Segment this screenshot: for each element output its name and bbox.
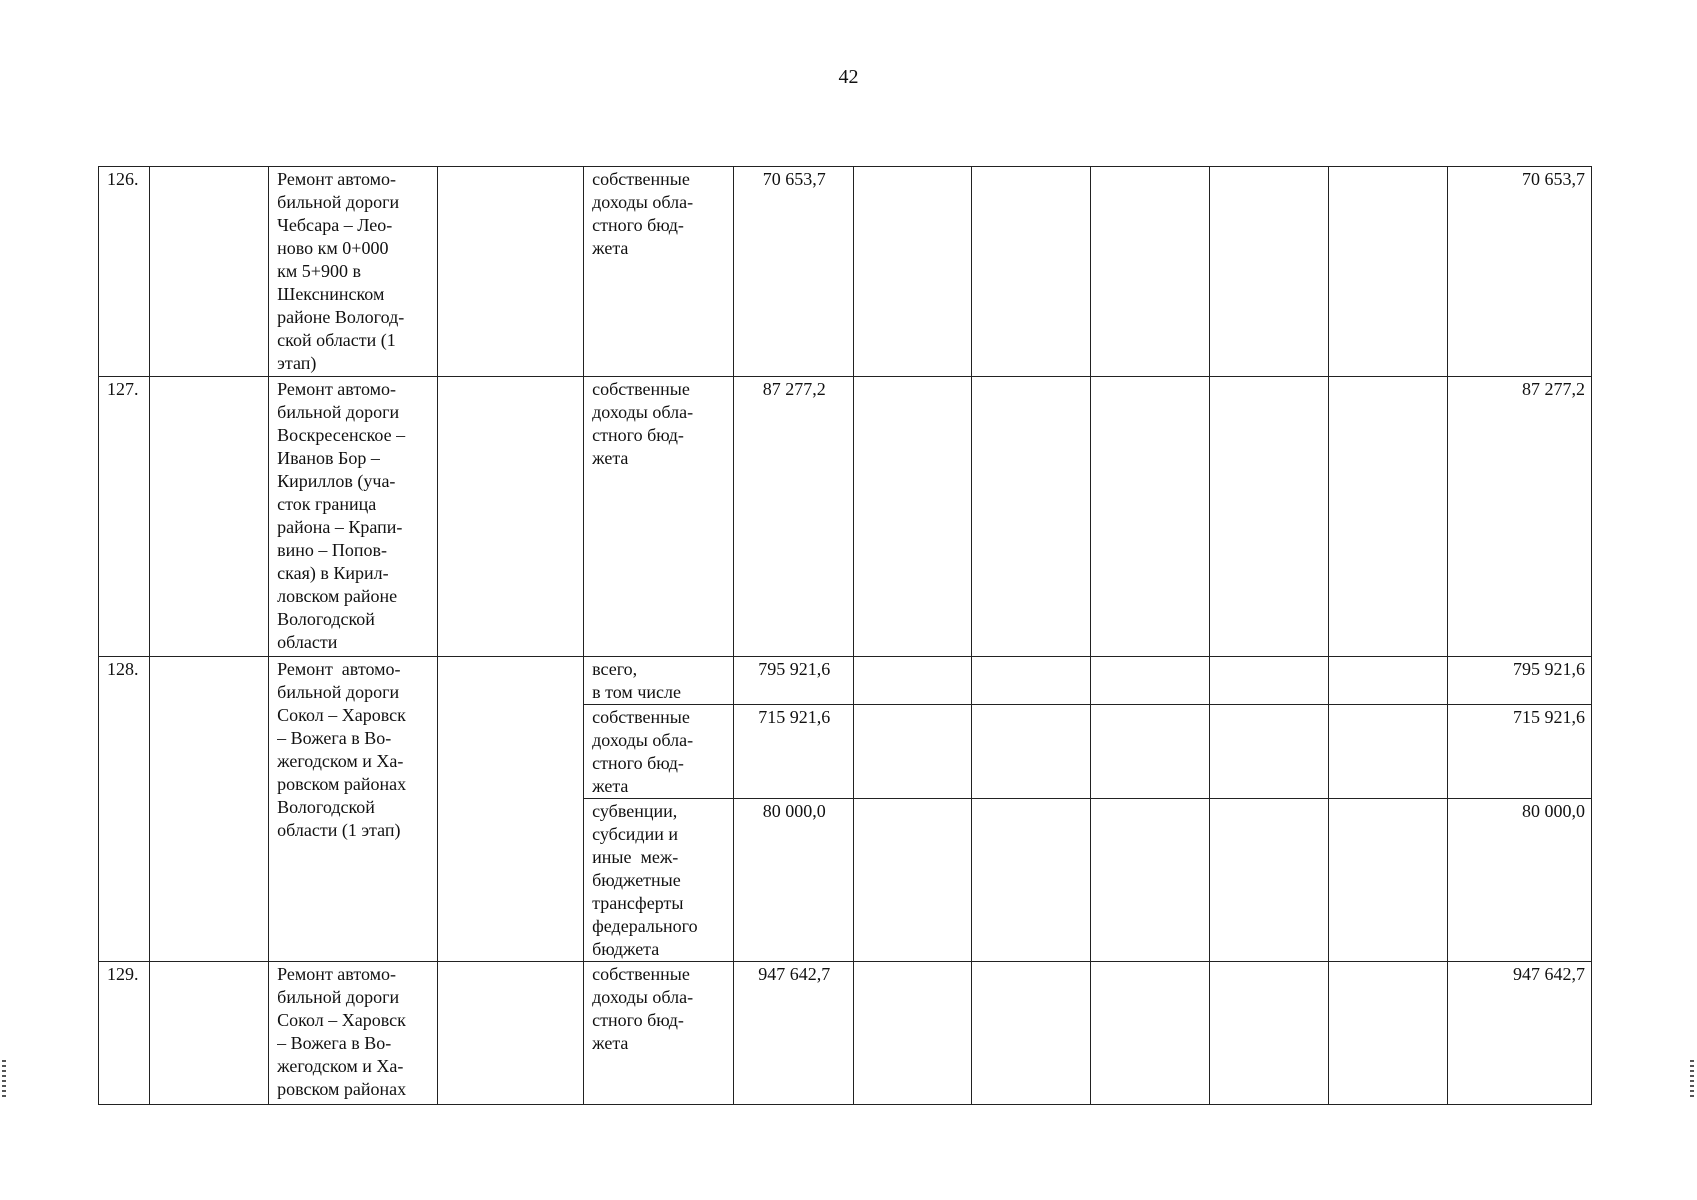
empty-cell xyxy=(1090,962,1210,1105)
empty-cell xyxy=(1328,167,1448,377)
total-cell: 715 921,6 xyxy=(1448,705,1592,799)
table-row xyxy=(99,377,1592,657)
empty-cell xyxy=(438,962,584,1105)
amount-cell: 947 642,7 xyxy=(734,962,854,1105)
empty-cell xyxy=(1328,657,1448,705)
amount-cell: 715 921,6 xyxy=(734,705,854,799)
empty-cell xyxy=(1090,167,1210,377)
table-row xyxy=(99,962,1592,1105)
page-number: 42 xyxy=(838,66,859,88)
empty-cell xyxy=(853,167,972,377)
total-cell: 70 653,7 xyxy=(1448,167,1592,377)
empty-cell xyxy=(1090,799,1210,962)
empty-cell xyxy=(1328,799,1448,962)
empty-cell xyxy=(972,657,1091,705)
empty-cell xyxy=(1210,705,1329,799)
row-number: 128. xyxy=(99,657,150,962)
project-name: Ремонт автомо- бильной дороги Сокол – Харовск – Вожега в Во- жегодском и Ха- ровском районах Вологодской области (1 этап) xyxy=(269,657,438,962)
empty-cell xyxy=(1328,377,1448,657)
amount-cell: 795 921,6 xyxy=(734,657,854,705)
empty-cell xyxy=(438,377,584,657)
empty-cell xyxy=(972,962,1091,1105)
funding-source: собственные доходы обла- стного бюд- жета xyxy=(584,962,734,1105)
project-name: Ремонт автомо- бильной дороги Чебсара – Лео- ново км 0+000 км 5+900 в Шекснинском районе Вологод- ской области (1 этап) xyxy=(269,167,438,377)
funding-source: всего, в том числе xyxy=(584,657,734,705)
empty-cell xyxy=(972,167,1091,377)
empty-cell xyxy=(1328,962,1448,1105)
funding-source: собственные доходы обла- стного бюд- жета xyxy=(584,705,734,799)
empty-cell xyxy=(1210,657,1329,705)
funding-source: собственные доходы обла- стного бюд- жета xyxy=(584,167,734,377)
scan-edge-mark-left xyxy=(2,1060,6,1098)
empty-cell xyxy=(1210,167,1329,377)
funding-source: собственные доходы обла- стного бюд- жета xyxy=(584,377,734,657)
empty-cell xyxy=(1210,962,1329,1105)
empty-cell xyxy=(1090,705,1210,799)
row-number: 127. xyxy=(99,377,150,657)
empty-cell xyxy=(149,167,269,377)
table-row xyxy=(99,167,1592,377)
amount-cell: 80 000,0 xyxy=(734,799,854,962)
empty-cell xyxy=(972,799,1091,962)
row-number: 129. xyxy=(99,962,150,1105)
project-name: Ремонт автомо- бильной дороги Воскресенское – Иванов Бор – Кириллов (уча- сток граница района – Крапи- вино – Попов- ская) в Кирил- ловском районе Вологодской области xyxy=(269,377,438,657)
table-row xyxy=(99,657,1592,705)
empty-cell xyxy=(972,377,1091,657)
empty-cell xyxy=(149,962,269,1105)
empty-cell xyxy=(853,705,972,799)
total-cell: 947 642,7 xyxy=(1448,962,1592,1105)
total-cell: 795 921,6 xyxy=(1448,657,1592,705)
empty-cell xyxy=(1328,705,1448,799)
empty-cell xyxy=(853,799,972,962)
empty-cell xyxy=(972,705,1091,799)
empty-cell xyxy=(149,657,269,962)
empty-cell xyxy=(438,167,584,377)
empty-cell xyxy=(853,657,972,705)
empty-cell xyxy=(149,377,269,657)
project-name: Ремонт автомо- бильной дороги Сокол – Харовск – Вожега в Во- жегодском и Ха- ровском районах xyxy=(269,962,438,1105)
empty-cell xyxy=(853,962,972,1105)
row-number: 126. xyxy=(99,167,150,377)
amount-cell: 87 277,2 xyxy=(734,377,854,657)
funding-source: субвенции, субсидии и иные меж- бюджетные трансферты федерального бюджета xyxy=(584,799,734,962)
empty-cell xyxy=(1210,377,1329,657)
empty-cell xyxy=(1090,657,1210,705)
empty-cell xyxy=(853,377,972,657)
total-cell: 80 000,0 xyxy=(1448,799,1592,962)
funding-table xyxy=(98,166,1592,1105)
scan-edge-mark-right xyxy=(1690,1060,1694,1098)
empty-cell xyxy=(1090,377,1210,657)
total-cell: 87 277,2 xyxy=(1448,377,1592,657)
amount-cell: 70 653,7 xyxy=(734,167,854,377)
empty-cell xyxy=(438,657,584,962)
empty-cell xyxy=(1210,799,1329,962)
